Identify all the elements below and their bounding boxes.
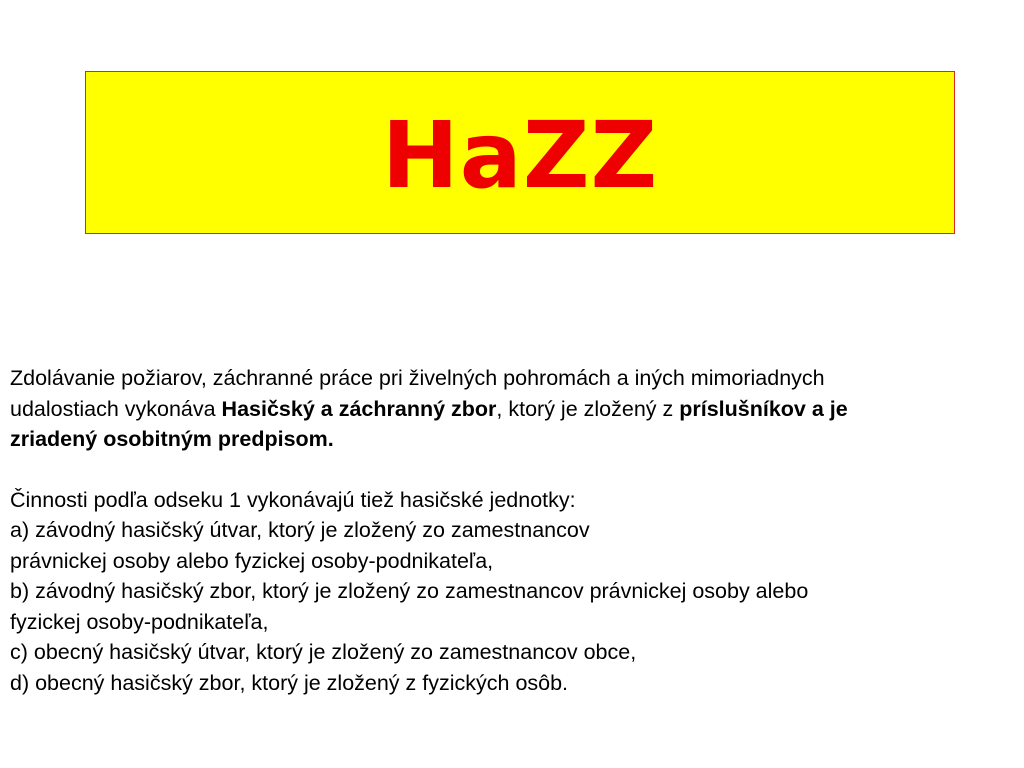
text-run: udalostiach vykonáva bbox=[10, 396, 222, 421]
list-item-c: c) obecný hasičský útvar, ktorý je zložený zo zamestnancov obce, bbox=[10, 640, 637, 664]
paragraph-intro-line-2 bbox=[10, 394, 1020, 425]
text-run: , ktorý je zložený z bbox=[496, 396, 680, 421]
paragraph-units bbox=[10, 485, 1020, 699]
slide-body bbox=[10, 363, 1020, 698]
paragraph-intro-line-3 bbox=[10, 424, 1020, 455]
bold-members: príslušníkov a je bbox=[679, 396, 848, 421]
list-item-b-line-2: fyzickej osoby-podnikateľa, bbox=[10, 609, 269, 634]
slide-title: HaZZ bbox=[381, 101, 659, 209]
paragraph-intro-line-1: Zdolávanie požiarov, záchranné práce pri živelných pohromách a iných mimoriadnych bbox=[10, 366, 825, 390]
list-item-b-line-1: b) závodný hasičský zbor, ktorý je zložený zo zamestnancov právnickej osoby alebo bbox=[10, 579, 809, 603]
list-item-a-line-2: právnickej osoby alebo fyzickej osoby-podnikateľa, bbox=[10, 548, 494, 573]
paragraph-intro bbox=[10, 363, 1020, 455]
list-item-a-line-1: a) závodný hasičský útvar, ktorý je zložený zo zamestnancov bbox=[10, 518, 590, 542]
list-item-d: d) obecný hasičský zbor, ktorý je zložený z fyzických osôb. bbox=[10, 670, 569, 695]
bold-period: . bbox=[327, 427, 334, 451]
units-intro: Činnosti podľa odseku 1 vykonávajú tiež hasičské jednotky: bbox=[10, 487, 576, 512]
bold-org-name: Hasičský a záchranný zbor bbox=[221, 396, 497, 421]
paragraph-spacer bbox=[10, 455, 1020, 485]
title-banner bbox=[85, 71, 955, 234]
bold-established: zriadený osobitným predpisom bbox=[10, 427, 328, 451]
